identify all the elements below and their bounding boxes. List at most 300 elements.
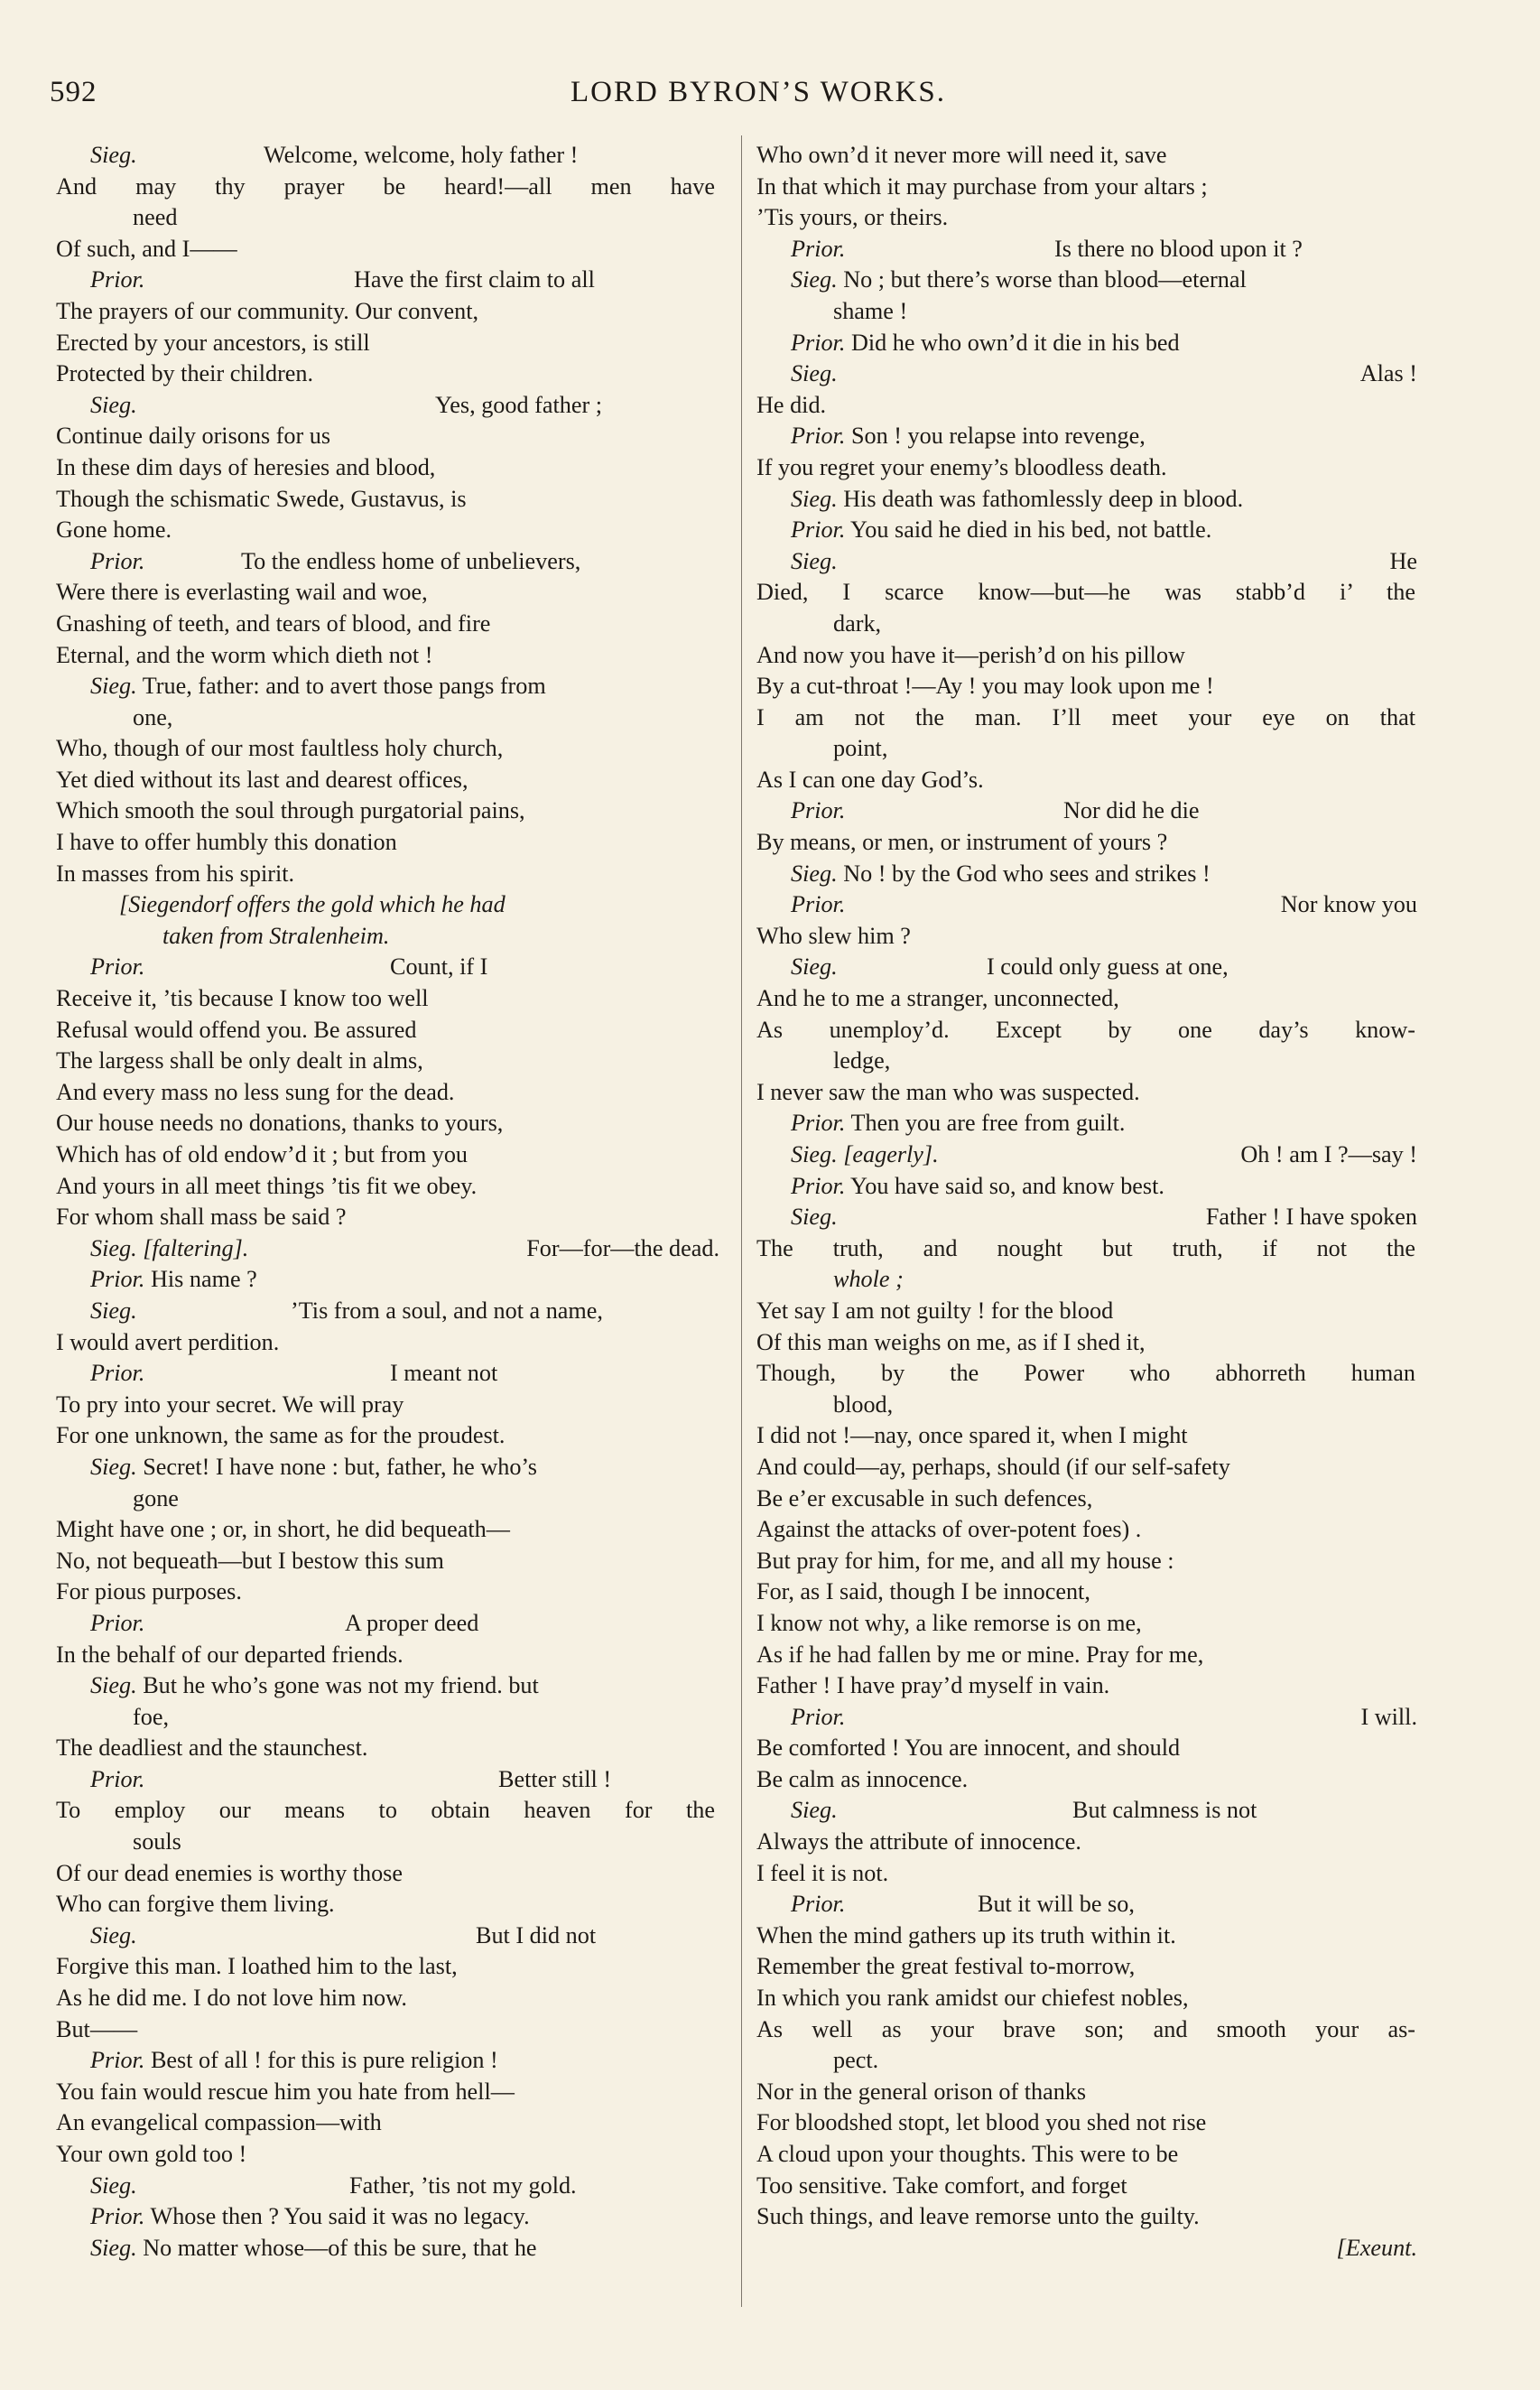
speaker-name: Prior.	[791, 329, 846, 356]
line-text: Though, by the Power who abhorreth human	[756, 1360, 1415, 1387]
verse-line	[56, 1327, 728, 1359]
verse-line	[56, 1702, 728, 1734]
line-text: As unemploy’d. Except by one day’s know-	[756, 1016, 1415, 1043]
verse-line	[56, 952, 728, 983]
line-text: Who own’d it never more will need it, save	[756, 142, 1167, 168]
speaker-name: Prior.	[90, 953, 145, 981]
line-text: Were there is everlasting wail and woe,	[56, 579, 428, 606]
verse-line	[756, 921, 1426, 953]
line-text: Yet died without its last and dearest offices,	[56, 766, 468, 793]
line-text: taken from Stralenheim.	[162, 922, 390, 949]
line-text: As if he had fallen by me or mine. Pray for me,	[756, 1641, 1204, 1668]
verse-line	[56, 2077, 728, 2108]
line-text: Have the first claim to all	[354, 266, 595, 293]
line-text: souls	[133, 1828, 181, 1855]
line-text: shame !	[833, 297, 908, 324]
line-text: And every mass no less sung for the dead.	[56, 1078, 455, 1105]
verse-line	[56, 2014, 728, 2046]
line-text: foe,	[133, 1703, 169, 1730]
line-text: Continue daily orisons for us	[56, 423, 331, 450]
speaker-name: Prior.	[90, 266, 145, 293]
line-text: And could—ay, perhaps, should (if our self-safety	[756, 1453, 1230, 1480]
line-text: To employ our means to obtain heaven for the	[56, 1797, 715, 1824]
line-text: But pray for him, for me, and all my house :	[756, 1547, 1174, 1574]
verse-line	[56, 1296, 728, 1327]
line-text: Died, I scarce know—but—he was stabb’d i’ the	[756, 579, 1415, 606]
line-text: You have said so, and know best.	[849, 1172, 1164, 1199]
verse-line	[56, 1795, 728, 1827]
verse-line	[756, 1327, 1426, 1359]
line-text: I feel it is not.	[756, 1859, 889, 1886]
line-text: I never saw the man who was suspected.	[756, 1078, 1140, 1105]
line-text: For pious purposes.	[56, 1578, 242, 1605]
verse-line	[56, 2139, 728, 2171]
verse-line	[756, 1358, 1426, 1390]
line-text: You said he died in his bed, not battle.	[849, 516, 1212, 544]
verse-line	[56, 2107, 728, 2139]
verse-line	[756, 1858, 1426, 1890]
verse-line	[756, 733, 1426, 765]
verse-line	[56, 1920, 728, 1952]
verse-line	[56, 1202, 728, 1233]
verse-line	[56, 1640, 728, 1671]
line-text: I am not the man. I’ll meet your eye on that	[756, 703, 1415, 730]
line-text: Though the schismatic Swede, Gustavus, is	[56, 485, 467, 512]
line-text: Best of all ! for this is pure religion !	[150, 2047, 498, 2074]
speaker-name: Sieg.	[791, 1141, 838, 1167]
verse-line	[56, 859, 728, 890]
verse-line	[56, 1546, 728, 1577]
speaker-name: Sieg.	[791, 1797, 838, 1824]
line-text: Erected by your ancestors, is still	[56, 329, 370, 356]
line-text: Of this man weighs on me, as if I shed it,	[756, 1328, 1146, 1355]
verse-line	[756, 1202, 1426, 1233]
verse-line	[756, 983, 1426, 1015]
verse-line	[56, 296, 728, 328]
line-text: In these dim days of heresies and blood,	[56, 453, 436, 480]
line-text: To the endless home of unbelievers,	[241, 547, 581, 574]
verse-line	[756, 1514, 1426, 1546]
line-text: Eternal, and the worm which dieth not !	[56, 641, 433, 668]
line-text: Be comforted ! You are innocent, and should	[756, 1734, 1181, 1762]
verse-line	[56, 609, 728, 640]
verse-line	[756, 140, 1426, 172]
verse-line	[756, 1171, 1426, 1203]
verse-line	[756, 2045, 1426, 2077]
line-text: And now you have it—perish’d on his pillow	[756, 641, 1185, 668]
line-text: No ; but there’s worse than blood—eternal	[843, 266, 1247, 293]
line-text: [faltering].	[143, 1234, 249, 1261]
right-column	[756, 140, 1426, 2264]
line-text: Then you are free from guilt.	[850, 1110, 1126, 1137]
verse-line	[756, 296, 1426, 328]
verse-line	[756, 1139, 1426, 1171]
speaker-name: Sieg.	[791, 953, 838, 981]
verse-line	[756, 1452, 1426, 1483]
verse-line	[756, 640, 1426, 672]
speaker-name: Prior.	[791, 516, 846, 544]
verse-line	[56, 1077, 728, 1109]
verse-line	[756, 1608, 1426, 1640]
line-text: Nor did he die	[1063, 797, 1200, 824]
verse-line	[756, 1015, 1426, 1046]
line-text: A proper deed	[345, 1609, 479, 1636]
line-text: Might have one ; or, in short, he did bequeath—	[56, 1516, 510, 1543]
speaker-name: Sieg.	[791, 266, 838, 293]
verse-line	[756, 484, 1426, 516]
verse-line	[756, 2201, 1426, 2233]
line-text: By means, or men, or instrument of yours ?	[756, 829, 1168, 856]
line-text: No, not bequeath—but I bestow this sum	[56, 1547, 444, 1574]
verse-line	[56, 1889, 728, 1920]
line-text: Our house needs no donations, thanks to yours,	[56, 1110, 504, 1137]
line-text: Against the attacks of over-potent foes) .	[756, 1516, 1142, 1543]
line-text: He did.	[756, 391, 827, 418]
speaker-name: Sieg.	[791, 485, 838, 512]
line-text: one,	[133, 703, 173, 730]
line-text: For, as I said, though I be innocent,	[756, 1578, 1090, 1605]
column-divider	[741, 135, 742, 2307]
verse-line	[756, 1046, 1426, 1077]
speaker-name: Prior.	[791, 797, 846, 824]
verse-line	[756, 2139, 1426, 2171]
speaker-name: Sieg.	[791, 1204, 838, 1231]
verse-line	[756, 859, 1426, 890]
speaker-name: Prior.	[90, 2203, 145, 2230]
verse-line	[56, 671, 728, 702]
line-text: Whose then ? You said it was no legacy.	[150, 2203, 530, 2230]
line-text: Is there no blood upon it ?	[1054, 235, 1303, 262]
verse-line	[56, 1420, 728, 1452]
left-column	[56, 140, 728, 2264]
verse-line	[756, 172, 1426, 203]
running-title: LORD BYRON’S WORKS.	[570, 76, 947, 108]
verse-line	[56, 515, 728, 546]
line-text-right: For—for—the dead.	[526, 1234, 719, 1261]
verse-line	[56, 2171, 728, 2202]
verse-line	[56, 1858, 728, 1890]
verse-line	[56, 421, 728, 452]
speaker-name: Sieg.	[791, 360, 838, 387]
verse-line	[756, 765, 1426, 796]
line-text: If you regret your enemy’s bloodless death.	[756, 453, 1167, 480]
speaker-name: Prior.	[791, 1891, 846, 1918]
verse-line	[756, 577, 1426, 609]
line-text: Forgive this man. I loathed him to the last,	[56, 1953, 458, 1980]
line-text: But I did not	[476, 1921, 597, 1948]
verse-line	[56, 1264, 728, 1296]
line-text: Be e’er excusable in such defences,	[756, 1484, 1093, 1511]
line-text: I meant not	[390, 1360, 498, 1387]
line-text: blood,	[833, 1390, 894, 1418]
verse-line	[56, 1764, 728, 1796]
speaker-name: Sieg.	[791, 547, 838, 574]
speaker-name: Prior.	[90, 1765, 145, 1792]
line-text: You fain would rescue him you hate from hell—	[56, 2078, 515, 2105]
verse-line	[56, 640, 728, 672]
verse-line	[756, 1733, 1426, 1764]
line-text: By a cut-throat !—Ay ! you may look upon me !	[756, 673, 1214, 700]
speaker-name: Sieg.	[90, 391, 137, 418]
verse-line	[756, 1640, 1426, 1671]
line-text: In masses from his spirit.	[56, 860, 295, 887]
verse-line	[56, 1046, 728, 1077]
verse-line	[756, 202, 1426, 234]
verse-line	[756, 1108, 1426, 1139]
speaker-name: Prior.	[90, 1266, 145, 1293]
verse-line	[56, 1452, 728, 1483]
verse-line	[756, 2107, 1426, 2139]
line-text: Be calm as innocence.	[756, 1765, 969, 1792]
line-text: Such things, and leave remorse unto the guilty.	[756, 2203, 1200, 2230]
line-text: [Siegendorf offers the gold which he had	[119, 891, 506, 918]
line-text: His death was fathomlessly deep in blood.	[843, 485, 1244, 512]
line-text: As he did me. I do not love him now.	[56, 1985, 407, 2012]
verse-line	[756, 1670, 1426, 1702]
line-text-right: Alas !	[1359, 360, 1417, 387]
verse-line	[756, 1702, 1426, 1734]
page-number: 592	[50, 76, 97, 108]
verse-line	[756, 1983, 1426, 2014]
verse-line	[756, 2233, 1426, 2264]
verse-line	[756, 795, 1426, 827]
line-text: But——	[56, 2015, 138, 2042]
line-text: I have to offer humbly this donation	[56, 829, 397, 856]
speaker-name: Prior.	[90, 1609, 145, 1636]
speaker-name: Prior.	[791, 1703, 846, 1730]
line-text: Always the attribute of innocence.	[756, 1828, 1081, 1855]
verse-line	[56, 202, 728, 234]
speaker-name: Sieg.	[90, 2234, 137, 2261]
verse-line	[56, 921, 728, 953]
verse-line	[756, 265, 1426, 296]
verse-line	[756, 1764, 1426, 1796]
verse-line	[56, 358, 728, 390]
line-text: Too sensitive. Take comfort, and forget	[756, 2171, 1127, 2199]
line-text: Welcome, welcome, holy father !	[264, 142, 579, 168]
verse-line	[756, 1483, 1426, 1515]
line-text-right: Father ! I have spoken	[1205, 1204, 1417, 1231]
line-text-right: [Exeunt.	[1336, 2234, 1417, 2261]
verse-line	[56, 795, 728, 827]
verse-line	[56, 328, 728, 359]
line-text: For one unknown, the same as for the proudest.	[56, 1422, 506, 1449]
speaker-name: Prior.	[90, 547, 145, 574]
line-text: To pry into your secret. We will pray	[56, 1390, 404, 1418]
verse-line	[56, 546, 728, 578]
page-header	[50, 70, 1467, 125]
speaker-name: Prior.	[791, 1172, 846, 1199]
line-text: ’Tis yours, or theirs.	[756, 204, 949, 231]
verse-line	[756, 1546, 1426, 1577]
line-text: pect.	[833, 2047, 879, 2074]
line-text: Which smooth the soul through purgatorial pains,	[56, 797, 525, 824]
line-text: ’Tis from a soul, and not a name,	[291, 1297, 603, 1324]
line-text-right: Oh ! am I ?—say !	[1240, 1141, 1417, 1167]
verse-line	[756, 1920, 1426, 1952]
line-text: In the behalf of our departed friends.	[56, 1641, 404, 1668]
line-text: Receive it, ’tis because I know too well	[56, 985, 429, 1012]
line-text: Gone home.	[56, 516, 172, 544]
verse-line	[756, 1233, 1426, 1265]
line-text: Who, though of our most faultless holy church,	[56, 735, 504, 762]
verse-line	[756, 1390, 1426, 1421]
speaker-name: Sieg.	[791, 860, 838, 887]
verse-line	[756, 952, 1426, 983]
line-text: Father, ’tis not my gold.	[349, 2171, 577, 2199]
line-text: When the mind gathers up its truth within it.	[756, 1921, 1176, 1948]
verse-line	[56, 983, 728, 1015]
line-text: No matter whose—of this be sure, that he	[143, 2234, 537, 2261]
verse-line	[56, 1483, 728, 1515]
line-text: The largess shall be only dealt in alms,	[56, 1047, 423, 1074]
verse-line	[56, 889, 728, 921]
line-text: As I can one day God’s.	[756, 766, 984, 793]
line-text: The deadliest and the staunchest.	[56, 1734, 368, 1762]
verse-line	[56, 234, 728, 265]
speaker-name: Sieg.	[90, 1297, 137, 1324]
line-text: In that which it may purchase from your altars ;	[756, 172, 1208, 200]
speaker-name: Sieg.	[90, 1921, 137, 1948]
speaker-name: Prior.	[90, 2047, 145, 2074]
line-text: Father ! I have pray’d myself in vain.	[756, 1672, 1110, 1699]
line-text: The prayers of our community. Our convent,	[56, 297, 479, 324]
line-text: Secret! I have none : but, father, he who’s	[143, 1453, 537, 1480]
line-text: I know not why, a like remorse is on me,	[756, 1609, 1142, 1636]
verse-line	[56, 1951, 728, 1983]
verse-line	[56, 172, 728, 203]
line-text: In which you rank amidst our chiefest nobles,	[756, 1985, 1189, 2012]
line-text: [eagerly].	[843, 1141, 939, 1167]
line-text: For bloodshed stopt, let blood you shed not rise	[756, 2109, 1207, 2136]
speaker-name: Sieg.	[90, 1453, 137, 1480]
line-text: His name ?	[150, 1266, 257, 1293]
speaker-name: Prior.	[791, 235, 846, 262]
verse-line	[56, 1233, 728, 1265]
verse-line	[756, 546, 1426, 578]
line-text: Who slew him ?	[756, 922, 911, 949]
verse-line	[56, 1390, 728, 1421]
verse-line	[756, 827, 1426, 859]
verse-line	[756, 358, 1426, 390]
speaker-name: Prior.	[90, 1360, 145, 1387]
line-text-right: He	[1389, 547, 1417, 574]
verse-line	[756, 889, 1426, 921]
verse-line	[56, 1733, 728, 1764]
line-text: Gnashing of teeth, and tears of blood, and fire	[56, 609, 491, 637]
line-text: need	[133, 204, 178, 231]
speaker-name: Sieg.	[90, 2171, 137, 2199]
verse-line	[56, 1514, 728, 1546]
speaker-name: Prior.	[791, 891, 846, 918]
verse-line	[56, 2045, 728, 2077]
line-text: I could only guess at one,	[987, 953, 1229, 981]
speaker-name: Prior.	[791, 1110, 846, 1137]
line-text: But it will be so,	[978, 1891, 1135, 1918]
speaker-name: Sieg.	[90, 1234, 137, 1261]
verse-line	[756, 1827, 1426, 1858]
line-text: Which has of old endow’d it ; but from you	[56, 1141, 468, 1167]
line-text: gone	[133, 1484, 179, 1511]
verse-line	[756, 390, 1426, 422]
line-text: Son ! you relapse into revenge,	[850, 423, 1146, 450]
line-text: Your own gold too !	[56, 2141, 247, 2167]
line-text: But he who’s gone was not my friend. but	[143, 1672, 539, 1699]
speaker-name: Sieg.	[90, 673, 137, 700]
verse-line	[56, 265, 728, 296]
verse-line	[56, 2233, 728, 2264]
line-text: Better still !	[498, 1765, 612, 1792]
verse-line	[756, 2077, 1426, 2108]
verse-line	[56, 484, 728, 516]
verse-line	[756, 702, 1426, 734]
verse-line	[56, 1358, 728, 1390]
verse-line	[756, 1576, 1426, 1608]
line-text: Count, if I	[390, 953, 488, 981]
verse-line	[756, 328, 1426, 359]
line-text: I did not !—nay, once spared it, when I might	[756, 1422, 1188, 1449]
line-text: Yet say I am not guilty ! for the blood	[756, 1297, 1114, 1324]
line-text: The truth, and nought but truth, if not the	[756, 1234, 1415, 1261]
speaker-name: Sieg.	[90, 1672, 137, 1699]
verse-line	[756, 1420, 1426, 1452]
line-text-right: I will.	[1360, 1703, 1417, 1730]
verse-line	[56, 452, 728, 484]
verse-line	[756, 421, 1426, 452]
verse-line	[56, 1139, 728, 1171]
verse-line	[756, 234, 1426, 265]
line-text: whole ;	[833, 1266, 904, 1293]
verse-line	[756, 1264, 1426, 1296]
line-text: Yes, good father ;	[435, 391, 602, 418]
verse-line	[56, 1670, 728, 1702]
line-text-right: Nor know you	[1280, 891, 1417, 918]
verse-line	[56, 1108, 728, 1139]
verse-line	[756, 2014, 1426, 2046]
verse-line	[56, 1983, 728, 2014]
line-text: True, father: and to avert those pangs from	[142, 673, 546, 700]
line-text: Nor in the general orison of thanks	[756, 2078, 1087, 2105]
verse-line	[56, 1827, 728, 1858]
verse-line	[56, 733, 728, 765]
line-text: Did he who own’d it die in his bed	[850, 329, 1180, 356]
line-text: Of our dead enemies is worthy those	[56, 1859, 403, 1886]
line-text: Remember the great festival to-morrow,	[756, 1953, 1136, 1980]
verse-line	[756, 515, 1426, 546]
verse-line	[756, 1795, 1426, 1827]
verse-line	[56, 1171, 728, 1203]
verse-line	[56, 827, 728, 859]
line-text: Protected by their children.	[56, 360, 314, 387]
line-text: And yours in all meet things ’tis fit we obey.	[56, 1172, 478, 1199]
verse-line	[56, 1608, 728, 1640]
verse-line	[756, 452, 1426, 484]
verse-line	[756, 671, 1426, 702]
line-text: Refusal would offend you. Be assured	[56, 1016, 417, 1043]
speaker-name: Prior.	[791, 423, 846, 450]
line-text: An evangelical compassion—with	[56, 2109, 382, 2136]
line-text: Of such, and I——	[56, 235, 237, 262]
verse-line	[56, 390, 728, 422]
verse-line	[56, 577, 728, 609]
verse-line	[756, 1951, 1426, 1983]
verse-line	[756, 1077, 1426, 1109]
line-text: dark,	[833, 609, 882, 637]
line-text: As well as your brave son; and smooth your as-	[756, 2015, 1415, 2042]
verse-line	[56, 702, 728, 734]
verse-line	[756, 1889, 1426, 1920]
line-text: point,	[833, 735, 888, 762]
